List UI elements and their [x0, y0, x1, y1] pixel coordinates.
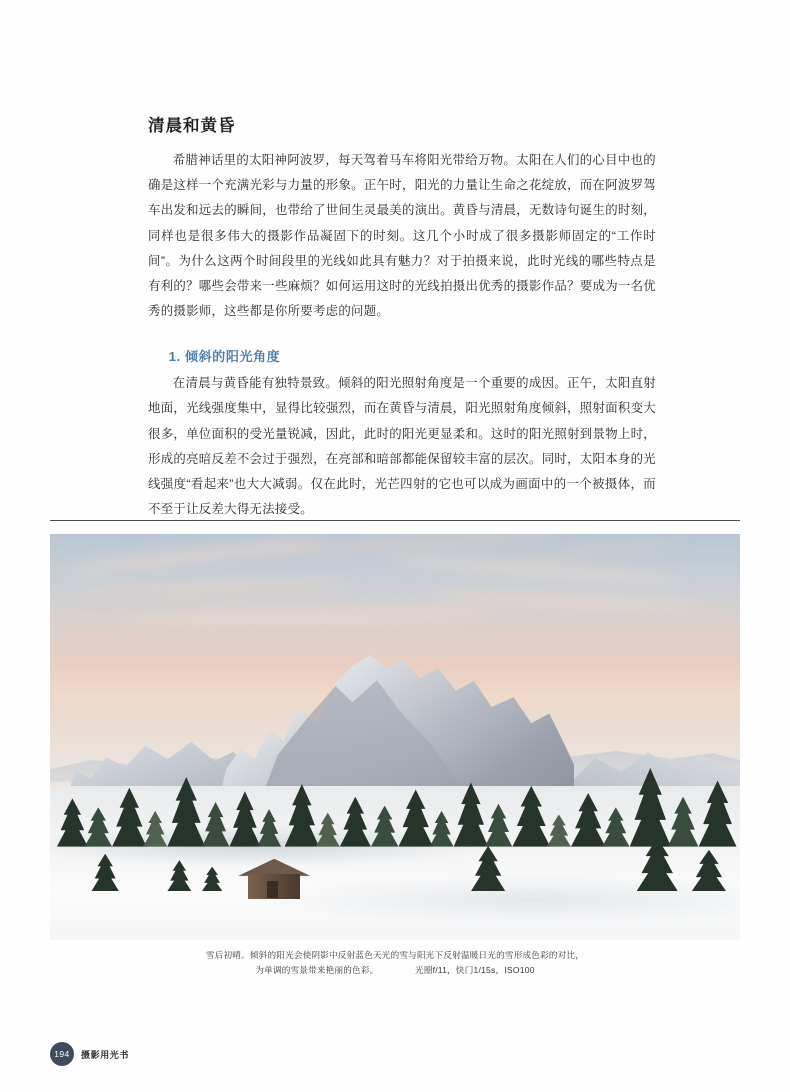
book-title: 摄影用光书 [81, 1049, 130, 1060]
subsection-title: 1. 倾斜的阳光角度 [168, 349, 281, 365]
conifer-tree [471, 846, 506, 891]
foreground-tree-line [50, 826, 740, 891]
conifer-tree [202, 867, 223, 892]
figure-caption [50, 948, 740, 978]
caption-line-2: 为单调的雪景带来艳丽的色彩。 [255, 965, 379, 976]
cloud-streak [64, 535, 326, 575]
page-title: 清晨和黄昏 [148, 117, 236, 135]
horizontal-divider [50, 520, 740, 521]
paragraph-body: 在清晨与黄昏能有独特景致。倾斜的阳光照射角度是一个重要的成因。正午，太阳直射地面，光线强度集中，显得比较强烈，而在黄昏与清晨，阳光照射角度倾斜，照射面积变大很多，单位面积的受光量锐减，因此，此时的阳光更显柔和。这时的阳光照射到景物上时，形成的亮暗反差不会过于强烈，在亮部和暗部都能保留较丰富的层次。同时，太阳本身的光线强度“看起来”也大大减弱。仅在此时，光芒四射的它也可以成为画面中的一个被摄体，而不至于让反差大得无法接受。 [148, 376, 656, 517]
conifer-tree [167, 860, 191, 891]
paragraph-intro: 希腊神话里的太阳神阿波罗，每天驾着马车将阳光带给万物。太阳在人们的心目中也的确是这样一个充满光彩与力量的形象。正午时，阳光的力量让生命之花绽放，而在阿波罗驾车出发和远去的瞬间，也带给了世间生灵最美的演出。黄昏与清晨，无数诗句诞生的时刻，同样也是很多伟大的摄影作品凝固下的时刻。这几个小时成了很多摄影师固定的“工作时间”。为什么这两个时间段里的光线如此具有魅力？对于拍摄来说，此时光线的哪些特点是有利的？哪些会带来一些麻烦？如何运用这时的光线拍摄出优秀的摄影作品？要成为一名优秀的摄影师，这些都是你所要考虑的问题。 [148, 153, 656, 319]
cloud-streak [243, 534, 560, 557]
caption-line-1: 雪后初晴。倾斜的阳光会使阴影中反射蓝色天光的雪与阳光下反射温暖日光的雪形成色彩的对比， [205, 950, 585, 960]
conifer-tree [637, 838, 678, 891]
conifer-tree [692, 850, 727, 892]
page-number: 194 [50, 1042, 74, 1066]
cloud-streak [119, 609, 499, 623]
caption-exif: 光圈f/11，快门1/15s，ISO100 [415, 965, 535, 976]
wooden-cabin [243, 859, 305, 900]
cloud-streak [429, 592, 705, 609]
figure-snow-mountain-photo [50, 534, 740, 940]
cloud-streak [78, 580, 354, 598]
page-footer [50, 1042, 129, 1066]
cabin-door [267, 881, 278, 898]
text-column [148, 112, 656, 522]
conifer-tree [91, 854, 119, 892]
